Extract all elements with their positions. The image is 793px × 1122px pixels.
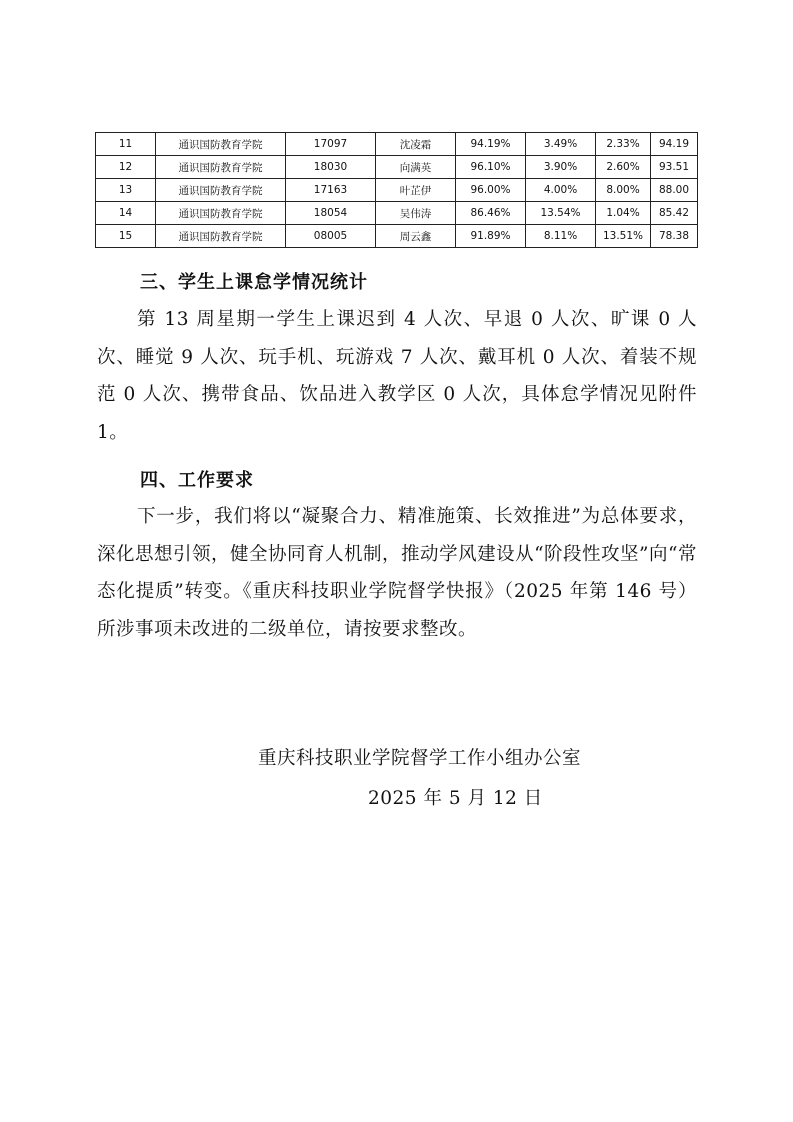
- table-cell: 13.54%: [526, 202, 596, 225]
- table-row: [96, 179, 698, 202]
- table-cell: 吴伟涛: [376, 202, 456, 225]
- table-cell: 4.00%: [526, 179, 596, 202]
- section-3-heading: 三、学生上课怠学情况统计: [140, 272, 368, 293]
- table-cell: 通识国防教育学院: [156, 133, 286, 156]
- table-cell: 13: [96, 179, 156, 202]
- table-cell: 88.00: [651, 179, 698, 202]
- table-cell: 通识国防教育学院: [156, 225, 286, 248]
- table-row: [96, 156, 698, 179]
- table-cell: 2.33%: [596, 133, 651, 156]
- table-cell: 11: [96, 133, 156, 156]
- table-cell: 86.46%: [456, 202, 526, 225]
- table-cell: 3.49%: [526, 133, 596, 156]
- table-cell: 周云鑫: [376, 225, 456, 248]
- table-cell: 通识国防教育学院: [156, 179, 286, 202]
- signature-date: 2025 年 5 月 12 日: [368, 788, 543, 809]
- table-cell: 15: [96, 225, 156, 248]
- attendance-table: [95, 132, 698, 248]
- table-cell: 08005: [286, 225, 376, 248]
- table-row: [96, 202, 698, 225]
- table-cell: 通识国防教育学院: [156, 202, 286, 225]
- table-cell: 通识国防教育学院: [156, 156, 286, 179]
- table-cell: 沈凌霜: [376, 133, 456, 156]
- table-cell: 17163: [286, 179, 376, 202]
- table-cell: 向满英: [376, 156, 456, 179]
- section-4-heading: 四、工作要求: [140, 470, 254, 491]
- section-4-paragraph: 下一步，我们将以“凝聚合力、精准施策、长效推进”为总体要求，深化思想引领，健全协同育人机制，推动学风建设从“阶段性攻坚”向“常态化提质”转变。《重庆科技职业学院督学快报》（2025 年第 146 号）所涉事项未改进的二级单位，请按要求整改。: [97, 506, 697, 640]
- table-cell: 18030: [286, 156, 376, 179]
- table-cell: 17097: [286, 133, 376, 156]
- table-cell: 3.90%: [526, 156, 596, 179]
- table-cell: 96.10%: [456, 156, 526, 179]
- table-cell: 96.00%: [456, 179, 526, 202]
- table-row: [96, 225, 698, 248]
- signature-office: 重庆科技职业学院督学工作小组办公室: [258, 748, 582, 769]
- table-cell: 91.89%: [456, 225, 526, 248]
- table-cell: 2.60%: [596, 156, 651, 179]
- table-cell: 78.38: [651, 225, 698, 248]
- table-body: [96, 133, 698, 248]
- table-cell: 94.19%: [456, 133, 526, 156]
- table-cell: 8.00%: [596, 179, 651, 202]
- table-cell: 叶芷伊: [376, 179, 456, 202]
- table-row: [96, 133, 698, 156]
- table-cell: 14: [96, 202, 156, 225]
- section-3-paragraph: 第 13 周星期一学生上课迟到 4 人次、早退 0 人次、旷课 0 人次、睡觉 9 人次、玩手机、玩游戏 7 人次、戴耳机 0 人次、着装不规范 0 人次、携带食品、饮品进入教学区 0 人次，具体怠学情况见附件 1。: [97, 309, 697, 443]
- table-cell: 8.11%: [526, 225, 596, 248]
- table-cell: 93.51: [651, 156, 698, 179]
- table-cell: 18054: [286, 202, 376, 225]
- table-cell: 12: [96, 156, 156, 179]
- table-cell: 85.42: [651, 202, 698, 225]
- table-cell: 94.19: [651, 133, 698, 156]
- table-cell: 1.04%: [596, 202, 651, 225]
- table-cell: 13.51%: [596, 225, 651, 248]
